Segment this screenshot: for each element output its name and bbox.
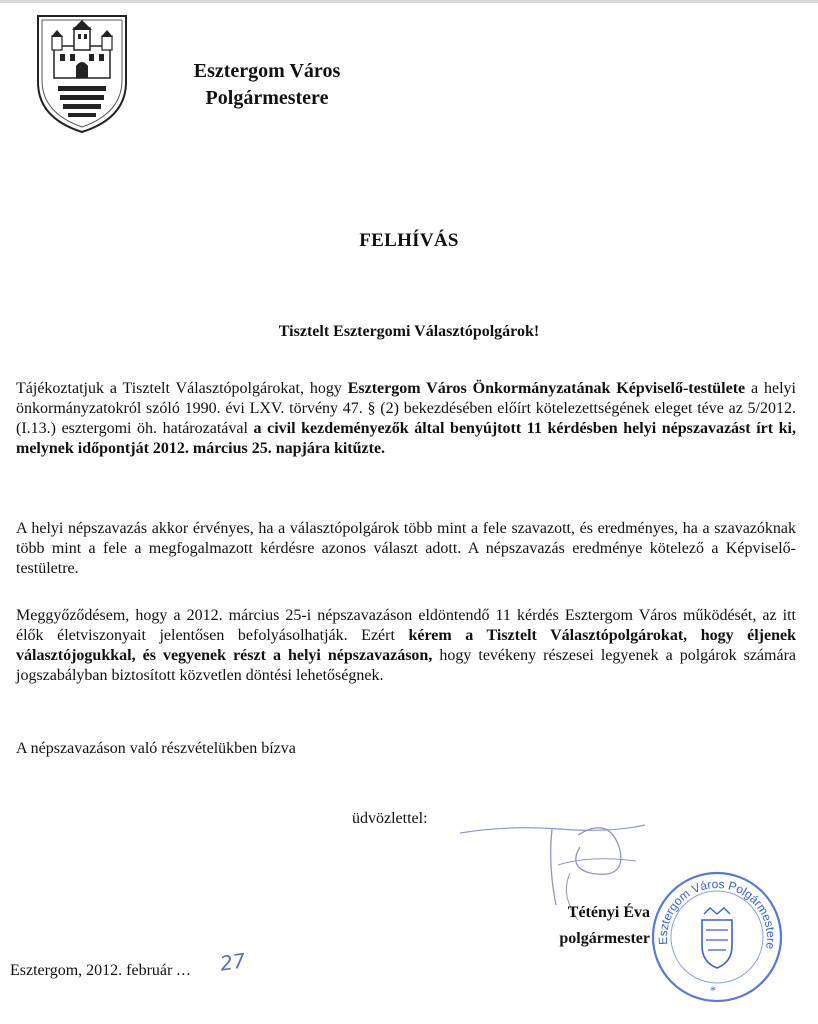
signatory-name: Tétényi Éva: [567, 904, 650, 921]
p3-bold-1: kérem a Tisztelt Választópolgárokat, hogy éljenek választójogukkal, és vegyenek részt a helyi népszavazáson,: [16, 627, 796, 664]
paragraph-announcement: [16, 379, 796, 459]
salutation: Tisztelt Esztergomi Választópolgárok!: [278, 323, 540, 340]
place-date-text: Esztergom, 2012. február: [10, 962, 173, 979]
paragraph-closing: A népszavazáson való részvételükben bízva: [16, 740, 296, 757]
issuer-line-2: Polgármestere: [205, 87, 329, 109]
coat-of-arms-icon: [34, 12, 130, 136]
p1-bold-2: a civil kezdeményezők által benyújtott 11 kérdésben helyi népszavazást írt ki, melynek időpontját 2012. március 25. napjára kitűzte.: [16, 420, 796, 457]
p1-text-1: Tájékoztatjuk a Tisztelt Választópolgárokat, hogy: [16, 380, 348, 397]
p3-text-2: hogy tevékeny részesei legyenek a polgárok számára jogszabályban biztosított közvetlen döntési lehetőségnek.: [16, 647, 797, 684]
issuer-line-1: Esztergom Város: [193, 60, 341, 82]
paragraph-validity: A helyi népszavazás akkor érvényes, ha a választópolgárok több mint a fele szavazott, és eredményes, ha a szavazóknak több mint a fele a megfogalmazott kérdésre azonos választ adott. A népszavazás eredménye kötelező a Képviselő-testületre.: [16, 520, 796, 577]
issuer-heading: [182, 58, 352, 112]
official-stamp: [648, 868, 786, 1006]
place-and-date: [10, 962, 191, 980]
p1-bold-1: Esztergom Város Önkormányzatának Képviselő-testülete: [347, 380, 746, 397]
document-title: FELHÍVÁS: [359, 230, 459, 251]
stamp-text: Esztergom Város Polgármestere: [655, 876, 779, 951]
date-dots: ...: [176, 962, 192, 979]
signatory-role: polgármester: [559, 930, 650, 947]
signature-block: [520, 900, 650, 952]
p3-text-1: Meggyőződésem, hogy a 2012. március 25-i népszavazáson eldöntendő 11 kérdés Esztergom Város működését, az itt élők életviszonyait jelentősen befolyásolhatják. Ezért: [16, 607, 796, 644]
p1-text-2: a helyi önkormányzatokról szóló 1990. évi LXV. törvény 47. § (2) bekezdésében előírt kötelezettségének eleget téve az 5/2012. (I.13.) esztergomi öh. határozatával: [16, 380, 797, 437]
paragraph-appeal: [16, 606, 796, 686]
greeting: üdvözlettel:: [352, 810, 428, 827]
handwritten-day: 27: [218, 948, 247, 976]
svg-text:*: *: [710, 983, 716, 997]
page-top-edge: [0, 0, 818, 3]
